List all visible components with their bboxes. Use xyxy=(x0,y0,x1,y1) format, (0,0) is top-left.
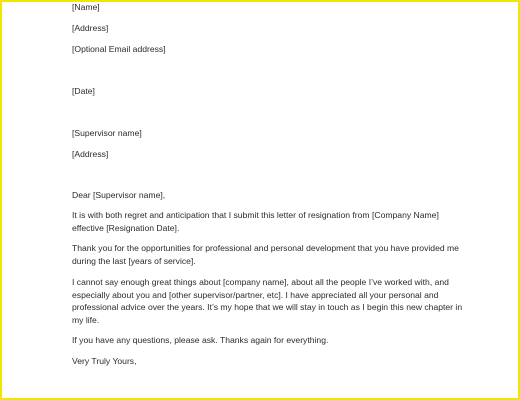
paragraph-line: professional advice over the years. It’s my hope that we will stay in touch as I begin this new chapter in xyxy=(72,302,463,313)
closing: Very Truly Yours, xyxy=(72,356,137,366)
paragraph-line: Thank you for the opportunities for professional and personal development that you have provided me xyxy=(72,243,459,253)
paragraph-line: effective [Resignation Date]. xyxy=(72,222,180,233)
recipient-name: [Supervisor name] xyxy=(72,128,142,138)
salutation: Dear [Supervisor name], xyxy=(72,190,166,200)
paragraph-appreciation xyxy=(72,276,482,327)
paragraph-line: I cannot say enough great things about [company name], about all the people I’ve worked with, and xyxy=(72,277,449,287)
paragraph-line: my life. xyxy=(72,315,100,326)
paragraph-thanks xyxy=(72,242,482,267)
paragraph-line: It is with both regret and anticipation that I submit this letter of resignation from [Company Name] xyxy=(72,210,439,220)
paragraph-questions: If you have any questions, please ask. Thanks again for everything. xyxy=(72,335,329,345)
paragraph-resignation xyxy=(72,209,482,234)
paragraph-line: during the last [years of service]. xyxy=(72,255,196,266)
sender-address: [Address] xyxy=(72,23,109,33)
letter-date: [Date] xyxy=(72,86,95,96)
sender-name: [Name] xyxy=(72,2,100,12)
sender-email: [Optional Email address] xyxy=(72,44,166,54)
paragraph-line: especially about you and [other supervisor/partner, etc]. I have appreciated all your personal and xyxy=(72,289,439,300)
recipient-address: [Address] xyxy=(72,149,109,159)
